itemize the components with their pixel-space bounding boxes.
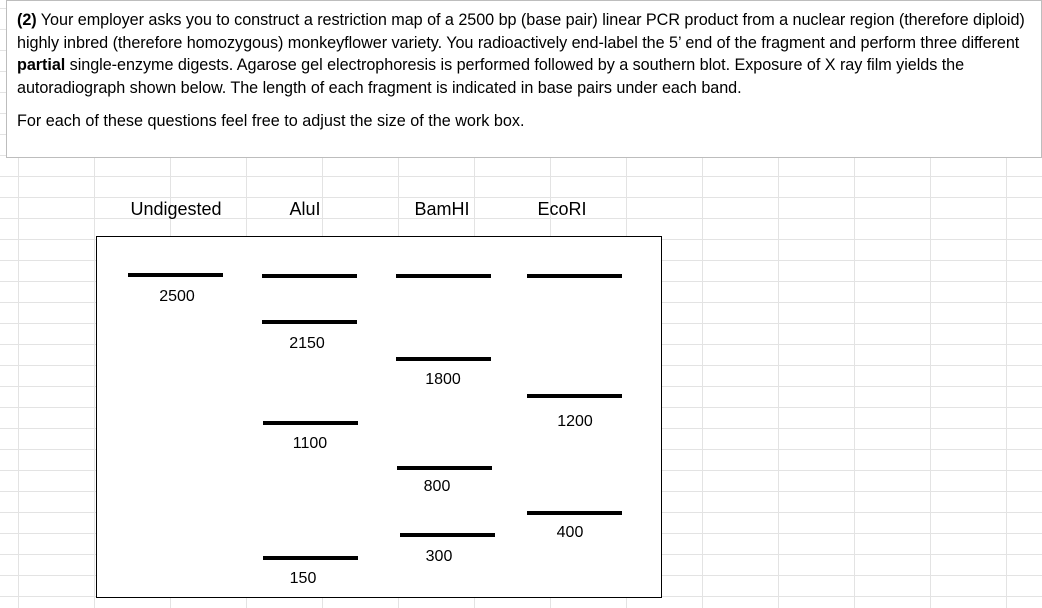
band-alui-2150: [262, 320, 357, 324]
work-box-note: For each of these questions feel free to adjust the size of the work box.: [17, 112, 525, 131]
band-bamhi-1800: [396, 357, 491, 361]
band-ecori-top: [527, 274, 622, 278]
autoradiograph-gel: [96, 236, 662, 598]
band-bamhi-300: [400, 533, 495, 537]
band-ecori-1200: [527, 394, 622, 398]
band-ecori-400: [527, 511, 622, 515]
question-textbox[interactable]: [6, 0, 1042, 158]
band-bamhi-top: [396, 274, 491, 278]
band-label-alui-150: 150: [289, 570, 317, 587]
band-label-bamhi-1800: 1800: [425, 371, 461, 388]
band-alui-150: [263, 556, 358, 560]
lane-label-ecori: EcoRI: [537, 199, 587, 219]
band-label-ecori-1200: 1200: [557, 413, 593, 430]
question-text: [17, 9, 1031, 99]
question-bold-word: partial: [17, 56, 66, 75]
lane-label-alui: AluI: [289, 199, 321, 219]
band-label-ecori-400: 400: [556, 524, 584, 541]
band-label-alui-1100: 1100: [292, 435, 328, 452]
band-undigested-2500: [128, 273, 223, 277]
lane-label-bamhi: BamHI: [414, 199, 470, 219]
question-number: (2): [17, 11, 37, 29]
band-alui-1100: [263, 421, 358, 425]
band-label-alui-2150: 2150: [289, 335, 325, 352]
band-bamhi-800: [397, 466, 492, 470]
band-alui-top: [262, 274, 357, 278]
question-text-part-1: Your employer asks you to construct a restriction map of a 2500 bp (base pair) linear PCR product from a nuclear region (therefore diploid) highly inbred (therefore homozygous) monkeyflower variety. You radioactively end-label the 5’ end of the fragment and perform three different: [17, 11, 1025, 52]
band-label-undigested-2500: 2500: [159, 288, 195, 305]
lane-label-undigested: Undigested: [130, 199, 222, 219]
band-label-bamhi-300: 300: [425, 548, 453, 565]
band-label-bamhi-800: 800: [423, 478, 451, 495]
question-text-part-2: single-enzyme digests. Agarose gel electrophoresis is performed followed by a southern blot. Exposure of X ray film yields the autoradiograph shown below. The length of each fragment is indicated in base pairs under each band.: [17, 56, 965, 97]
